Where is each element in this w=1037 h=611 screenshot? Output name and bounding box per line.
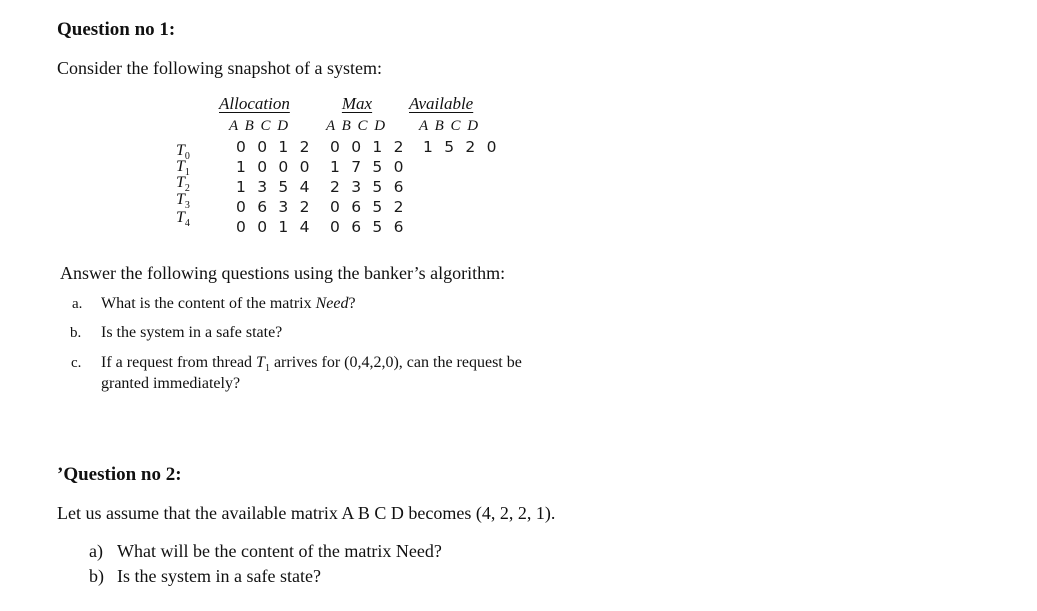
bankers-prompt: Answer the following questions using the banker’s algorithm: (60, 263, 506, 283)
q2-item-b-marker: b) (89, 566, 104, 586)
q1-item-a-text: What is the content of the matrix Need? (101, 295, 356, 312)
allocation-row-t3: 0 6 3 2 (236, 198, 313, 216)
q1-item-c-line2: granted immediately? (101, 375, 241, 392)
thread-label-t1: $T_1$ (176, 158, 190, 179)
q1-item-b-marker: b. (70, 325, 82, 341)
allocation-row-t1: 1 0 0 0 (236, 158, 313, 176)
max-row-t1: 1 7 5 0 (330, 158, 407, 176)
thread-label-t4: $T_4$ (176, 209, 190, 230)
need-emphasis: Need (315, 295, 349, 312)
q2-item-a-marker: a) (89, 541, 103, 561)
max-header: Max (341, 94, 373, 113)
available-row: 1 5 2 0 (423, 138, 500, 156)
q1-item-b-text: Is the system in a safe state? (101, 324, 283, 341)
thread-label-t0: $T_0$ (176, 142, 190, 163)
max-resource-labels: A B C D (326, 118, 387, 134)
available-resource-labels: A B C D (419, 118, 480, 134)
allocation-row-t0: 0 0 1 2 (236, 138, 313, 156)
thread-label-t2: $T_2$ (176, 174, 190, 195)
q2-item-a-text: What will be the content of the matrix Need? (117, 541, 442, 561)
max-row-t2: 2 3 5 6 (330, 178, 407, 196)
q1-item-a-marker: a. (72, 296, 83, 312)
allocation-resource-labels: A B C D (229, 118, 290, 134)
allocation-row-t2: 1 3 5 4 (236, 178, 313, 196)
allocation-row-t4: 0 0 1 4 (236, 218, 313, 236)
question-1-intro: Consider the following snapshot of a system: (57, 58, 382, 78)
available-header: Available (409, 94, 474, 113)
question-2-title: ’Question no 2: (57, 464, 182, 485)
q1-item-c-line1: If a request from thread $T_1$ arrives for (0,4,2,0), can the request be (101, 354, 522, 375)
allocation-header: Allocation (219, 94, 290, 113)
question-1-title: Question no 1: (57, 19, 176, 40)
max-row-t4: 0 6 5 6 (330, 218, 407, 236)
q1-item-c-marker: c. (71, 355, 82, 371)
max-row-t3: 0 6 5 2 (330, 198, 407, 216)
thread-label-t3: $T_3$ (176, 191, 190, 212)
q2-item-b-text: Is the system in a safe state? (117, 566, 321, 586)
question-2-intro: Let us assume that the available matrix A B C D becomes (4, 2, 2, 1). (57, 503, 556, 523)
max-row-t0: 0 0 1 2 (330, 138, 407, 156)
